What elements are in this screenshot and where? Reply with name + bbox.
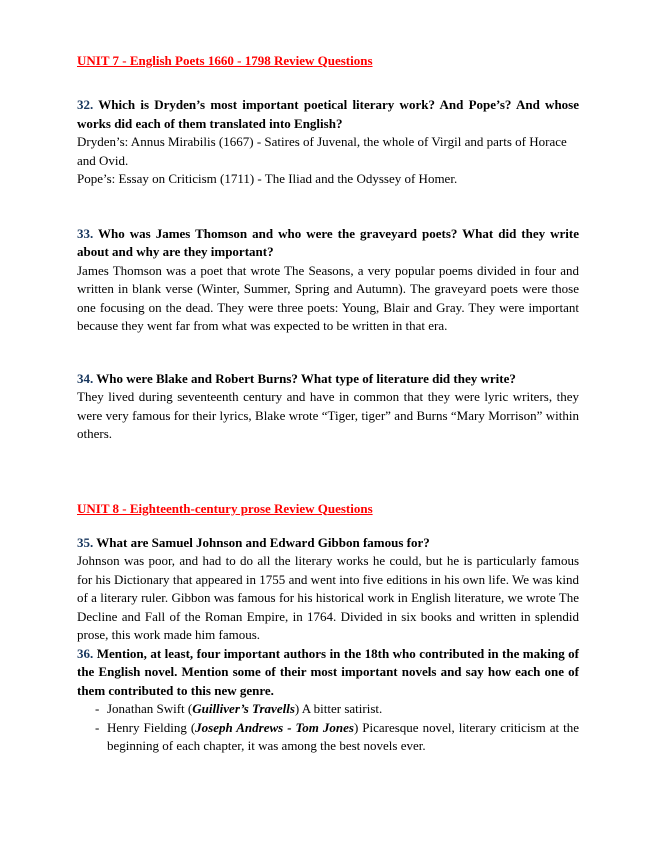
document-page (77, 52, 579, 756)
question-34 (77, 370, 579, 389)
answer-32-line-1: Dryden’s: Annus Mirabilis (1667) - Satires of Juvenal, the whole of Virgil and parts of Horace and Ovid. (77, 134, 567, 168)
unit-7-heading: UNIT 7 - English Poets 1660 - 1798 Review Questions (77, 53, 373, 68)
question-33 (77, 225, 579, 262)
list-item-swift (77, 700, 579, 719)
unit-8-heading: UNIT 8 - Eighteenth-century prose Review Questions (77, 500, 373, 516)
question-text: Which is Dryden’s most important poetical literary work? And Pope’s? And whose works did each of them translated into English? (77, 97, 579, 131)
question-text: What are Samuel Johnson and Edward Gibbon famous for? (96, 534, 430, 550)
question-36 (77, 645, 579, 701)
list-dash: - (95, 719, 100, 735)
novel-title: Guilliver’s Travells (192, 701, 295, 716)
list-item-pre: Jonathan Swift ( (107, 701, 193, 716)
list-item-pre: Henry Fielding ( (107, 719, 196, 735)
answer-32-line-2: Pope’s: Essay on Criticism (1711) - The Iliad and the Odyssey of Homer. (77, 171, 458, 186)
question-text: Who was James Thomson and who were the graveyard poets? What did they write about and why are they important? (77, 225, 579, 259)
question-text: Who were Blake and Robert Burns? What type of literature did they write? (96, 370, 516, 386)
answer-34: They lived during seventeenth century and have in common that they were lyric writers, they were very famous for their lyrics, Blake wrote “Tiger, tiger” and Burns “Mary Morrison” within others. (77, 389, 579, 441)
list-item-post: ) A bitter satirist. (294, 701, 383, 716)
answer-33: James Thomson was a poet that wrote The Seasons, a very popular poems divided in four and written in blank verse (Winter, Summer, Spring and Autumn). The graveyard poets were those one focusing on the dead. They were three poets: Young, Blair and Gray. They were important because they went far from what was expected to be written in that era. (77, 262, 579, 333)
list-dash: - (95, 701, 100, 716)
question-number: 36. (77, 645, 94, 661)
question-number: 35. (77, 534, 94, 550)
question-32 (77, 96, 579, 133)
question-35 (77, 534, 579, 553)
novel-title: Joseph Andrews - Tom Jones (195, 719, 354, 735)
list-item-post: ) Picaresque novel, literary criticism at the beginning of each chapter, it was among the best novels ever. (107, 719, 579, 753)
question-text: Mention, at least, four important authors in the 18th who contributed in the making of the English novel. Mention some of their most important novels and say how each one of them contributed to this new genre. (77, 645, 579, 698)
question-number: 32. (77, 97, 94, 112)
question-number: 34. (77, 370, 94, 386)
question-number: 33. (77, 225, 94, 241)
answer-35: Johnson was poor, and had to do all the literary works he could, but he is particularly famous for his Dictionary that appeared in 1755 and went into five editions in his own life. We was kind of a literary ruler. Gibbon was famous for his historical work in English literature, we wrote The Decline and Fall of the Roman Empire, in 1764. Divided in six books and written in splendid prose, this work made him famous. (77, 553, 579, 642)
list-item-fielding (77, 719, 579, 756)
